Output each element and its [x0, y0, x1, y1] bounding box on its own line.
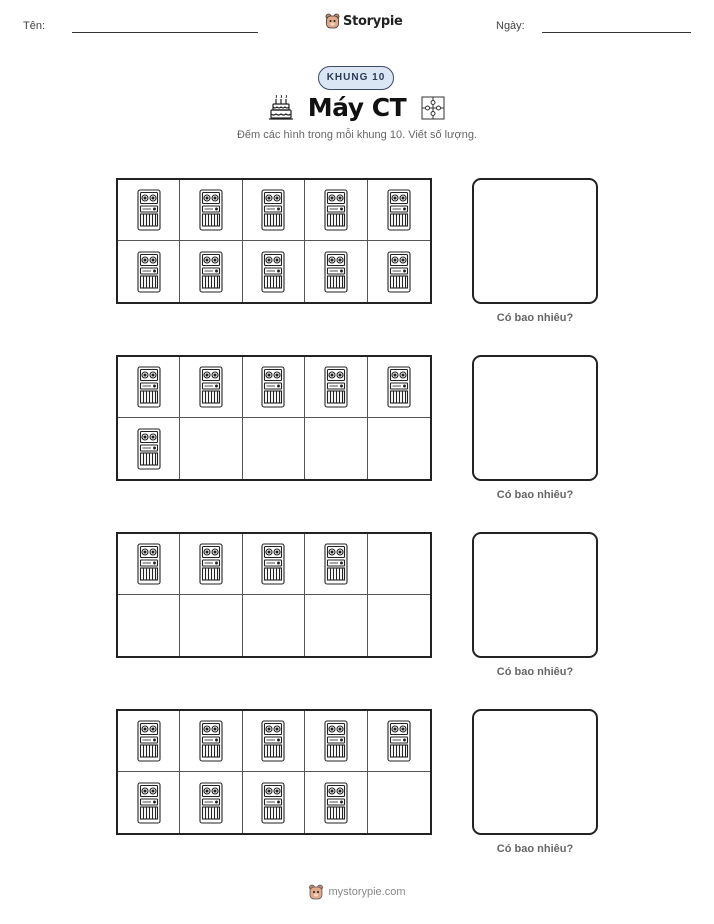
- puzzle-icon: [420, 95, 446, 121]
- question-label-1: Có bao nhiêu?: [496, 312, 574, 324]
- date-line[interactable]: [542, 32, 691, 33]
- topic-badge: KHUNG 10: [318, 66, 394, 90]
- ct-scanner-icon: [261, 251, 285, 293]
- cake-icon: [268, 95, 294, 121]
- ct-scanner-icon: [324, 366, 348, 408]
- ct-scanner-icon: [387, 366, 411, 408]
- ten-frame-4: [116, 709, 432, 835]
- brand-logo: [325, 13, 403, 29]
- ct-scanner-icon: [199, 720, 223, 762]
- frame-cell: [118, 534, 180, 595]
- frame-cell: [305, 772, 367, 833]
- frame-cell: [305, 357, 367, 418]
- frame-cell: [118, 418, 180, 479]
- ct-scanner-icon: [324, 189, 348, 231]
- footer-url: mystorypie.com: [328, 886, 406, 898]
- frame-cell: [180, 772, 242, 833]
- ct-scanner-icon: [261, 720, 285, 762]
- bear-logo-icon: [308, 884, 324, 900]
- name-label: Tên:: [23, 20, 46, 32]
- frame-cell: [368, 534, 430, 595]
- frame-cell: [243, 418, 305, 479]
- ct-scanner-icon: [261, 543, 285, 585]
- answer-box-4[interactable]: [472, 709, 598, 835]
- frame-cell: [180, 180, 242, 241]
- frame-cell: [243, 711, 305, 772]
- ct-scanner-icon: [324, 543, 348, 585]
- frame-cell: [305, 418, 367, 479]
- frame-cell: [118, 595, 180, 656]
- frame-cell: [180, 357, 242, 418]
- frame-cell: [118, 711, 180, 772]
- frame-cell: [305, 595, 367, 656]
- frame-cell: [243, 595, 305, 656]
- ten-frame-2: [116, 355, 432, 481]
- answer-box-1[interactable]: [472, 178, 598, 304]
- frame-cell: [118, 357, 180, 418]
- frame-cell: [118, 772, 180, 833]
- bear-logo-icon: [325, 13, 340, 29]
- ct-scanner-icon: [199, 251, 223, 293]
- ct-scanner-icon: [137, 720, 161, 762]
- page-title: Máy CT: [307, 93, 407, 122]
- frame-cell: [305, 180, 367, 241]
- instructions: Đếm các hình trong mỗi khung 10. Viết số lượng.: [236, 129, 477, 141]
- frame-cell: [368, 180, 430, 241]
- ct-scanner-icon: [137, 543, 161, 585]
- frame-cell: [243, 180, 305, 241]
- question-label-2: Có bao nhiêu?: [496, 489, 574, 501]
- ct-scanner-icon: [324, 720, 348, 762]
- frame-cell: [305, 534, 367, 595]
- ct-scanner-icon: [199, 366, 223, 408]
- question-label-4: Có bao nhiêu?: [496, 843, 574, 855]
- frame-cell: [368, 595, 430, 656]
- date-label: Ngày:: [496, 20, 525, 32]
- frame-cell: [118, 241, 180, 302]
- frame-cell: [243, 357, 305, 418]
- ct-scanner-icon: [387, 189, 411, 231]
- ct-scanner-icon: [137, 428, 161, 470]
- frame-cell: [305, 711, 367, 772]
- frame-cell: [243, 772, 305, 833]
- frame-cell: [180, 595, 242, 656]
- frame-cell: [368, 772, 430, 833]
- ct-scanner-icon: [261, 189, 285, 231]
- ct-scanner-icon: [387, 251, 411, 293]
- brand-name: Storypie: [343, 13, 403, 29]
- frame-cell: [180, 534, 242, 595]
- ten-frame-3: [116, 532, 432, 658]
- frame-cell: [243, 534, 305, 595]
- name-line[interactable]: [72, 32, 258, 33]
- ct-scanner-icon: [387, 720, 411, 762]
- frame-cell: [368, 357, 430, 418]
- ct-scanner-icon: [199, 543, 223, 585]
- ct-scanner-icon: [137, 251, 161, 293]
- ct-scanner-icon: [324, 782, 348, 824]
- ct-scanner-icon: [137, 189, 161, 231]
- frame-cell: [118, 180, 180, 241]
- frame-cell: [180, 241, 242, 302]
- ct-scanner-icon: [199, 782, 223, 824]
- ct-scanner-icon: [199, 189, 223, 231]
- footer: [0, 884, 714, 900]
- frame-cell: [180, 711, 242, 772]
- answer-box-3[interactable]: [472, 532, 598, 658]
- frame-cell: [180, 418, 242, 479]
- ten-frame-1: [116, 178, 432, 304]
- ct-scanner-icon: [137, 366, 161, 408]
- ct-scanner-icon: [137, 782, 161, 824]
- question-label-3: Có bao nhiêu?: [496, 666, 574, 678]
- frame-cell: [243, 241, 305, 302]
- ct-scanner-icon: [261, 782, 285, 824]
- frame-cell: [368, 418, 430, 479]
- answer-box-2[interactable]: [472, 355, 598, 481]
- frame-cell: [305, 241, 367, 302]
- frame-cell: [368, 711, 430, 772]
- ct-scanner-icon: [261, 366, 285, 408]
- ct-scanner-icon: [324, 251, 348, 293]
- frame-cell: [368, 241, 430, 302]
